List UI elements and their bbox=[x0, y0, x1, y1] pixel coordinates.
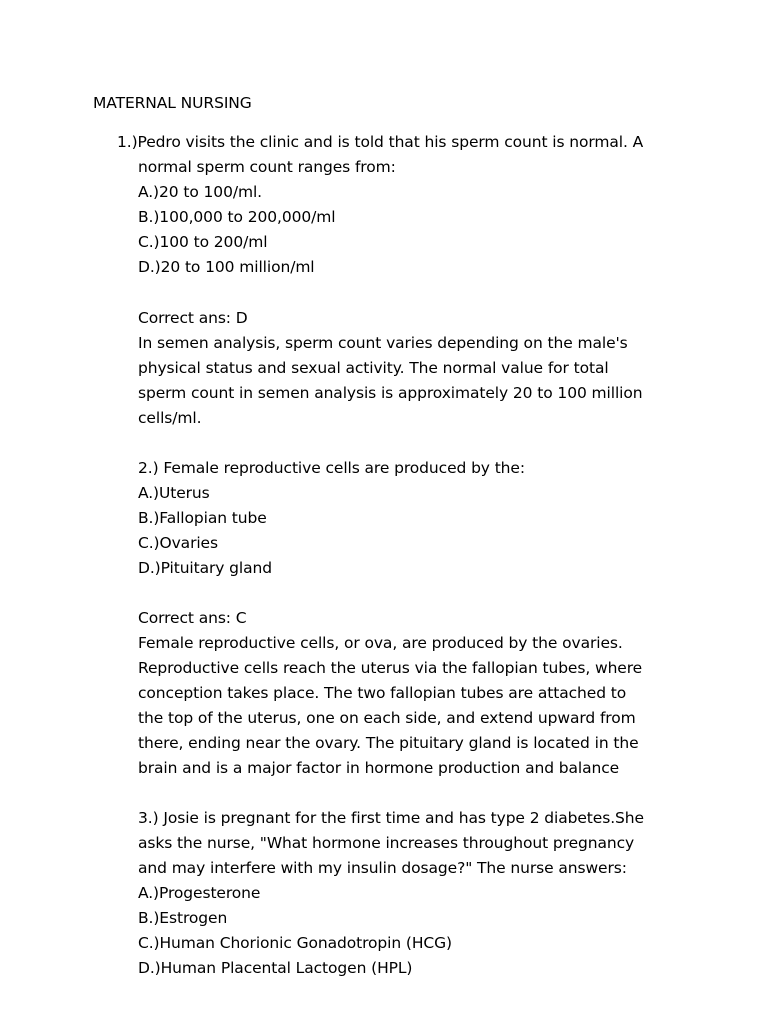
question-1-rationale-line-3: sperm count in semen analysis is approximately 20 to 100 million bbox=[138, 384, 643, 402]
question-1-rationale-line-1: In semen analysis, sperm count varies depending on the male's bbox=[138, 334, 628, 352]
question-1-option-a: A.)20 to 100/ml. bbox=[138, 183, 262, 201]
question-2-rationale-line-1: Female reproductive cells, or ova, are produced by the ovaries. bbox=[138, 634, 623, 652]
question-2-option-d: D.)Pituitary gland bbox=[138, 559, 272, 577]
question-1-stem-line-2: normal sperm count ranges from: bbox=[138, 158, 396, 176]
question-2-rationale-line-4: the top of the uterus, one on each side, and extend upward from bbox=[138, 709, 636, 727]
question-2-rationale-line-2: Reproductive cells reach the uterus via the fallopian tubes, where bbox=[138, 659, 643, 677]
question-2-option-b: B.)Fallopian tube bbox=[138, 509, 267, 527]
question-1-answer: Correct ans: D bbox=[138, 309, 248, 327]
question-3-option-a: A.)Progesterone bbox=[138, 884, 261, 902]
question-1-rationale-line-2: physical status and sexual activity. The normal value for total bbox=[138, 359, 609, 377]
question-3-stem-line-1: 3.) Josie is pregnant for the first time and has type 2 diabetes.She bbox=[138, 809, 644, 827]
question-3-stem-line-3: and may interfere with my insulin dosage?" The nurse answers: bbox=[138, 859, 627, 877]
question-1-option-d: D.)20 to 100 million/ml bbox=[138, 258, 315, 276]
question-2-rationale-line-6: brain and is a major factor in hormone production and balance bbox=[138, 759, 620, 777]
question-2-stem-line-1: 2.) Female reproductive cells are produced by the: bbox=[138, 459, 525, 477]
question-2-answer: Correct ans: C bbox=[138, 609, 247, 627]
question-3-option-c: C.)Human Chorionic Gonadotropin (HCG) bbox=[138, 934, 453, 952]
question-3-stem-line-2: asks the nurse, "What hormone increases throughout pregnancy bbox=[138, 834, 635, 852]
question-2-option-a: A.)Uterus bbox=[138, 484, 210, 502]
question-2-option-c: C.)Ovaries bbox=[138, 534, 218, 552]
question-1-rationale-line-4: cells/ml. bbox=[138, 409, 202, 427]
question-1-option-c: C.)100 to 200/ml bbox=[138, 233, 268, 251]
question-2-rationale-line-3: conception takes place. The two fallopian tubes are attached to bbox=[138, 684, 627, 702]
question-2-rationale-line-5: there, ending near the ovary. The pituitary gland is located in the bbox=[138, 734, 639, 752]
question-3-option-b: B.)Estrogen bbox=[138, 909, 228, 927]
question-1-stem-line-1: 1.)Pedro visits the clinic and is told that his sperm count is normal. A bbox=[117, 133, 644, 151]
question-1-option-b: B.)100,000 to 200,000/ml bbox=[138, 208, 336, 226]
document-heading: MATERNAL NURSING bbox=[93, 94, 252, 112]
question-3-option-d: D.)Human Placental Lactogen (HPL) bbox=[138, 959, 413, 977]
